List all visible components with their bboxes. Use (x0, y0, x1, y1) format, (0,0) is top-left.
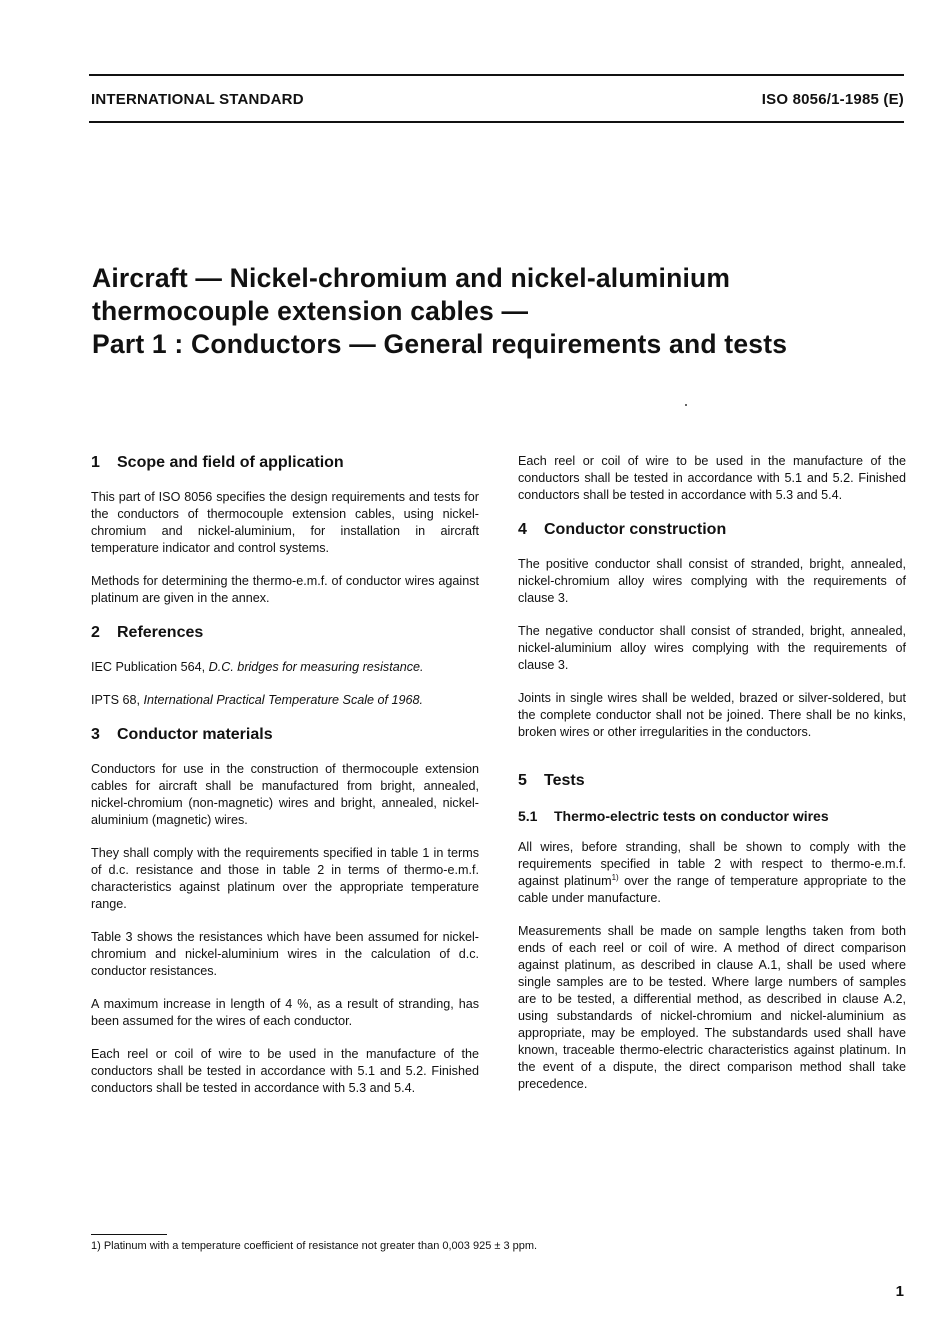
header-document-number: ISO 8056/1-1985 (E) (761, 91, 904, 108)
header-rule-bottom (89, 121, 904, 123)
section-5-heading: 5 Tests (518, 772, 585, 789)
right-intro-paragraph: Each reel or coil of wire to be used in the manufacture of the conductors shall be tested in accordance with 5.1 and 5.2. Finished conductors shall be tested in accordance with 5.3 and 5.4. (518, 454, 906, 502)
footnote: 1) Platinum with a temperature coefficient of resistance not greater than 0,003 925 ± 3 ppm. (91, 1240, 538, 1252)
title-line-1: Aircraft — Nickel-chromium and nickel-aluminium (92, 263, 731, 293)
right-column (518, 453, 906, 1109)
title-line-3: Part 1 : Conductors — General requirements and tests (92, 329, 788, 359)
section-5-1-paragraph-1: All wires, before stranding, shall be shown to comply with the requirements specified in table 2 with respect to thermo-e.m.f. against platinum$^{1)}$ over the range of temperature appropriate to the cable under manufacture. (518, 840, 906, 905)
footnote-rule (91, 1234, 167, 1235)
header-standard-label: INTERNATIONAL STANDARD (91, 91, 304, 108)
reference-1: IEC Publication 564, D.C. bridges for measuring resistance. (91, 660, 424, 674)
page-number: 1 (895, 1283, 904, 1300)
section-3-paragraph-4: A maximum increase in length of 4 %, as a result of stranding, has been assumed for the wires of each conductor. (91, 997, 479, 1028)
section-3-paragraph-3: Table 3 shows the resistances which have been assumed for nickel-chromium and nickel-aluminium wires in the calculation of d.c. conductor resistances. (91, 930, 479, 978)
section-3-paragraph-2: They shall comply with the requirements specified in table 1 in terms of d.c. resistance and those in table 2 in terms of thermo-e.m.f. characteristics against platinum over the appropriate temperature range. (91, 846, 479, 911)
document-title (92, 262, 892, 361)
section-3-paragraph-5: Each reel or coil of wire to be used in the manufacture of the conductors shall be tested in accordance with 5.1 and 5.2. Finished conductors shall be tested in accordance with 5.3 and 5.4. (91, 1047, 479, 1095)
left-column (91, 453, 479, 1113)
section-1-paragraph-2: Methods for determining the thermo-e.m.f. of conductor wires against platinum are given in the annex. (91, 574, 479, 605)
section-5-1-heading: 5.1 Thermo-electric tests on conductor wires (518, 808, 829, 824)
section-1-paragraph-1: This part of ISO 8056 specifies the design requirements and tests for the conductors of thermocouple extension cables, using nickel-chromium and nickel-aluminium, for installation in aircraft temperature indicator and control systems. (91, 490, 479, 555)
section-3-heading: 3 Conductor materials (91, 726, 273, 743)
section-4-paragraph-3: Joints in single wires shall be welded, brazed or silver-soldered, but the complete conductor shall not be joined. There shall be no kinks, broken wires or other irregularities in the conductors. (518, 691, 906, 739)
header-rule-top (89, 74, 904, 76)
reference-2: IPTS 68, International Practical Temperature Scale of 1968. (91, 693, 424, 707)
section-3-paragraph-1: Conductors for use in the construction of thermocouple extension cables for aircraft shall be manufactured from bright, annealed, nickel-chromium (non-magnetic) wires and bright, annealed, nickel-aluminium (magnetic) wires. (91, 762, 479, 827)
section-2-heading: 2 References (91, 624, 204, 641)
title-line-2: thermocouple extension cables — (92, 296, 529, 326)
section-5-1-paragraph-2: Measurements shall be made on sample lengths taken from both ends of each reel or coil of wire. A method of direct comparison against platinum, as described in clause A.1, shall be used where single samples are to be tested. Where large numbers of samples are to be tested, a differential method, as described in clause A.2, using substandards of nickel-chromium and nickel-aluminium as appropriate, may be employed. The substandards used shall have known, traceable thermo-electric characteristics against platinum. In the event of a dispute, the direct comparison method shall take precedence. (518, 924, 906, 1091)
section-1-heading: 1 Scope and field of application (91, 454, 344, 471)
section-4-paragraph-1: The positive conductor shall consist of stranded, bright, annealed, nickel-chromium alloy wires complying with the requirements of clause 3. (518, 557, 906, 605)
section-4-paragraph-2: The negative conductor shall consist of stranded, bright, annealed, nickel-aluminium alloy wires complying with the requirements of clause 3. (518, 624, 906, 672)
stray-dot (685, 404, 687, 406)
section-4-heading: 4 Conductor construction (518, 521, 727, 538)
footnote-marker: 1) (611, 872, 619, 882)
